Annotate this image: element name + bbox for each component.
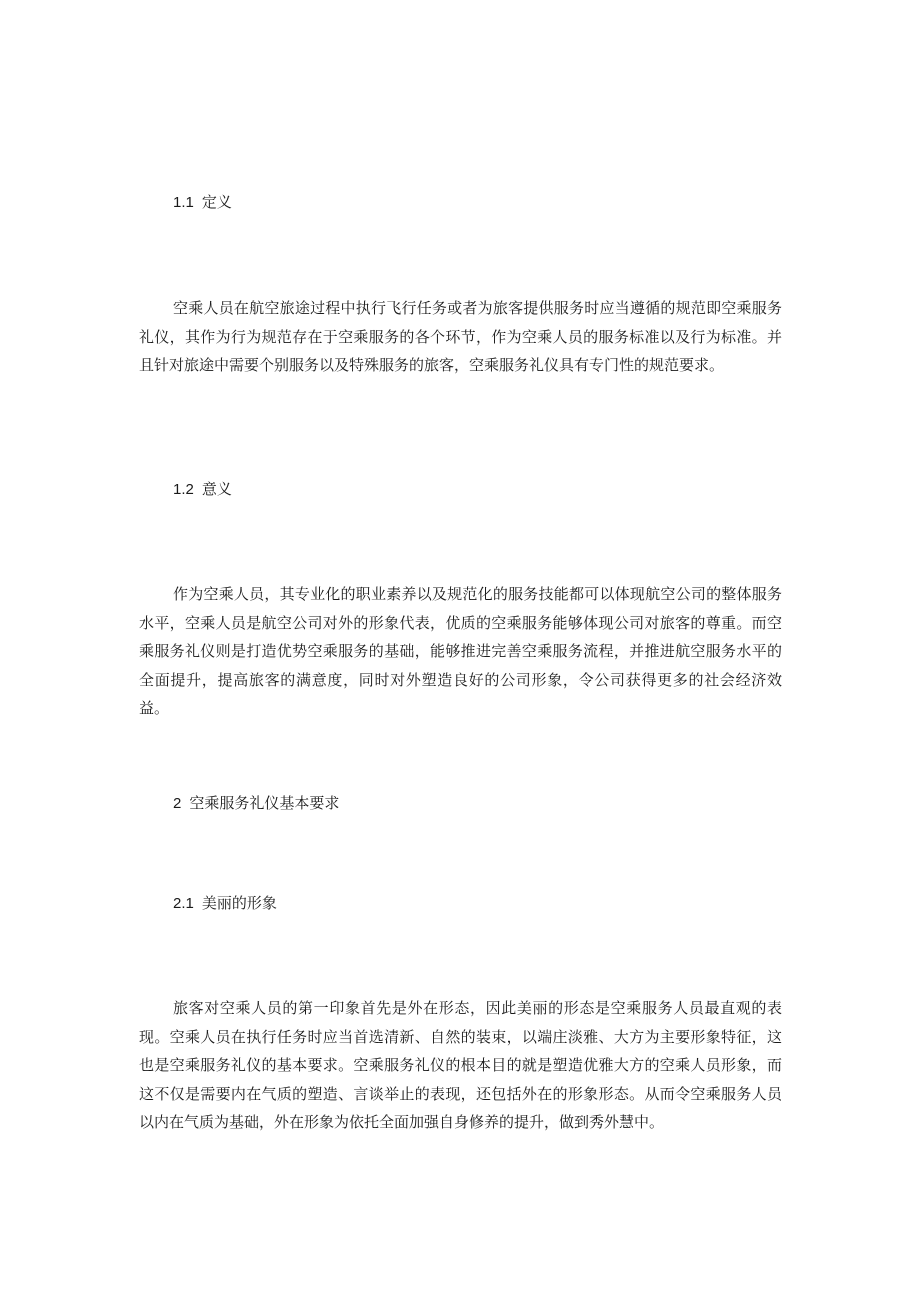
section-number: 2.1 [173, 895, 194, 912]
section-heading-1-2 [173, 480, 232, 500]
section-title: 空乘服务礼仪基本要求 [189, 795, 340, 812]
section-paragraph-1-2: 作为空乘人员，其专业化的职业素养以及规范化的服务技能都可以体现航空公司的整体服务水平，空乘人员是航空公司对外的形象代表，优质的空乘服务能够体现公司对旅客的尊重。而空乘服务礼仪则是打造优势空乘服务的基础，能够推进完善空乘服务流程，并推进航空服务水平的全面提升，提高旅客的满意度，同时对外塑造良好的公司形象，令公司获得更多的社会经济效益。 [139, 585, 782, 717]
section-paragraph-2-1: 旅客对空乘人员的第一印象首先是外在形态，因此美丽的形态是空乘服务人员最直观的表现。空乘人员在执行任务时应当首选清新、自然的装束，以端庄淡雅、大方为主要形象特征，这也是空乘服务礼仪的基本要求。空乘服务礼仪的根本目的就是塑造优雅大方的空乘人员形象，而这不仅是需要内在气质的塑造、言谈举止的表现，还包括外在的形象形态。从而令空乘服务人员以内在气质为基础，外在形象为依托全面加强自身修养的提升，做到秀外慧中。 [139, 999, 782, 1131]
section-title: 意义 [201, 481, 232, 498]
section-paragraph-1-1: 空乘人员在航空旅途过程中执行飞行任务或者为旅客提供服务时应当遵循的规范即空乘服务礼仪，其作为行为规范存在于空乘服务的各个环节，作为空乘人员的服务标准以及行为标准。并且针对旅途中需要个别服务以及特殊服务的旅客，空乘服务礼仪具有专门性的规范要求。 [139, 299, 782, 374]
section-heading-1-1 [173, 193, 232, 213]
section-title: 定义 [201, 194, 232, 211]
section-number: 1.1 [173, 194, 194, 211]
section-number: 1.2 [173, 481, 194, 498]
section-heading-2-1 [173, 894, 277, 914]
section-heading-2 [173, 794, 339, 814]
section-title: 美丽的形象 [201, 895, 277, 912]
section-number: 2 [173, 795, 182, 812]
